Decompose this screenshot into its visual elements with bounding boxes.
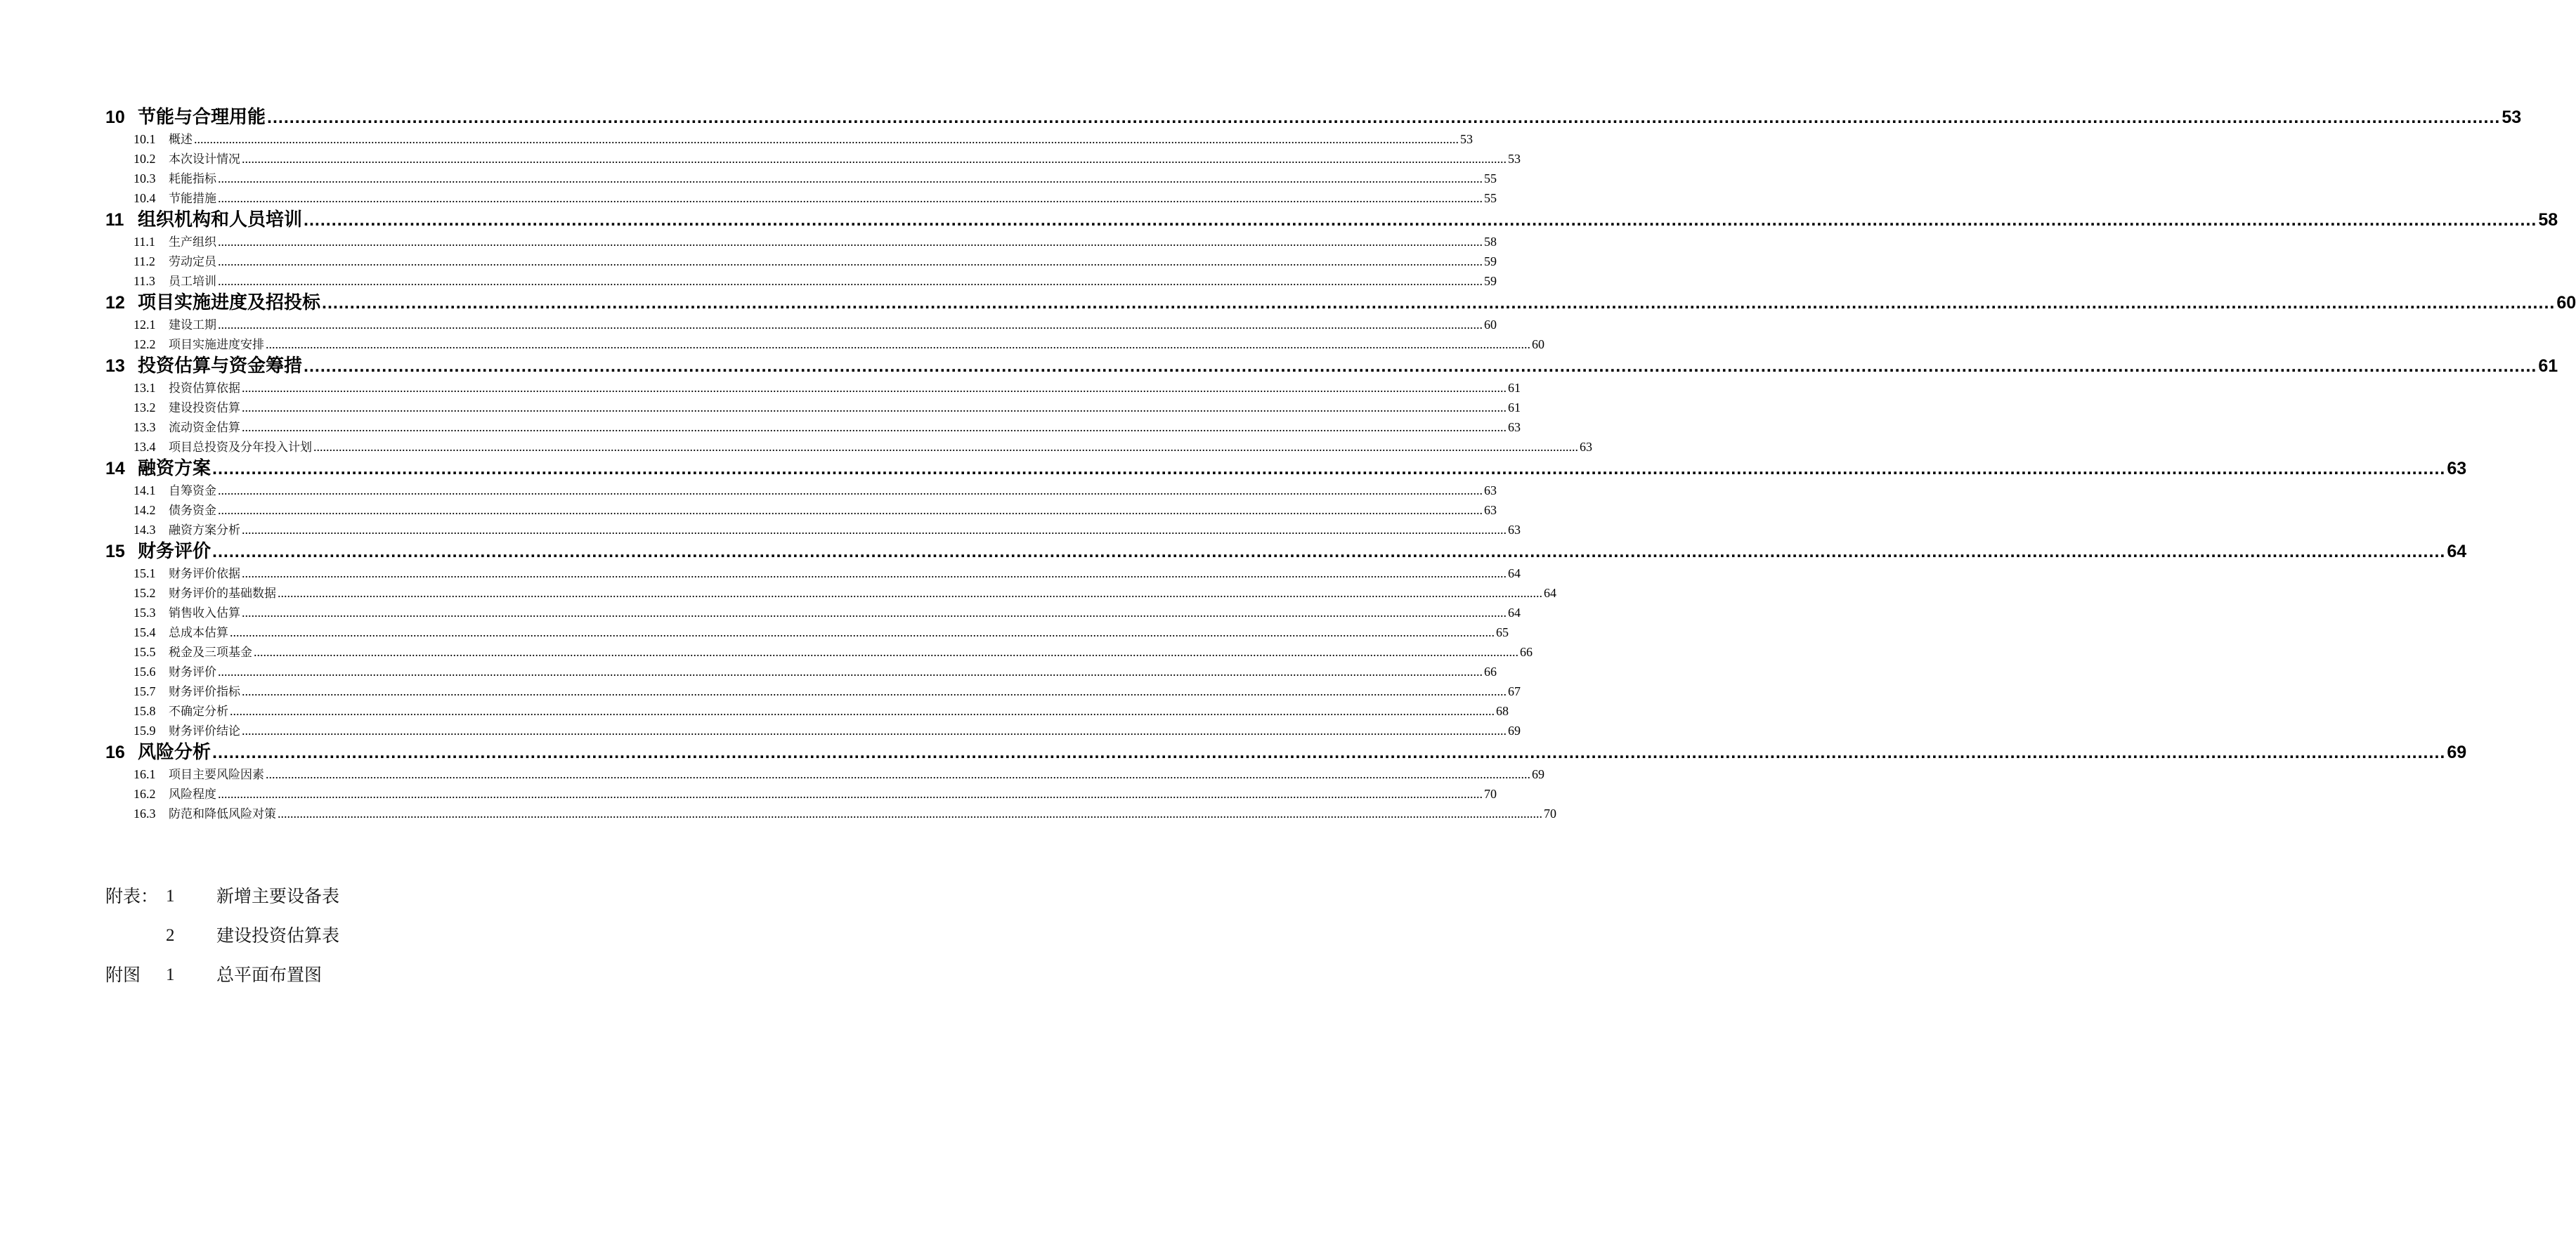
- toc-section-10-4[interactable]: [105, 188, 1497, 208]
- section-page-number: 65: [1496, 625, 1509, 639]
- dot-leader: ................................................................................................................................................................................................................................................................................................................................................................................................................: [242, 724, 1507, 738]
- section-title: 项目主要风险因素: [169, 768, 264, 782]
- section-title: 耗能指标: [169, 172, 216, 186]
- section-number: 14.2: [134, 503, 156, 517]
- section-page-number: 69: [1532, 767, 1544, 781]
- section-page-number: 67: [1508, 684, 1521, 698]
- section-number: 15.3: [134, 606, 156, 620]
- section-title: 项目实施进度安排: [169, 338, 264, 352]
- toc-section-11-1[interactable]: [105, 232, 1497, 252]
- toc-section-11-2[interactable]: [105, 252, 1497, 271]
- toc-section-13-1[interactable]: [105, 378, 1521, 398]
- toc-chapter-16[interactable]: [105, 741, 2467, 764]
- toc-section-15-5[interactable]: [105, 642, 1533, 662]
- appendix-title: 建设投资估算表: [216, 925, 340, 946]
- toc-section-10-3[interactable]: [105, 169, 1497, 188]
- section-number: 15.7: [134, 684, 156, 698]
- dot-leader: ................................................................................................................................................................................................................................................................................................................................................................................................................: [212, 542, 2446, 561]
- section-title: 概述: [169, 133, 193, 147]
- dot-leader: ................................................................................................................................................................................................................................................................................................................................................................................................................: [267, 107, 2501, 127]
- section-title: 风险程度: [169, 788, 216, 802]
- section-page-number: 60: [1484, 318, 1497, 332]
- section-title: 流动资金估算: [169, 421, 240, 435]
- toc-section-15-7[interactable]: [105, 681, 1521, 701]
- section-number: 16.1: [134, 767, 156, 781]
- section-title: 债务资金: [169, 504, 216, 518]
- section-title: 建设工期: [169, 318, 216, 332]
- section-number: 13.3: [134, 420, 156, 434]
- toc-section-15-6[interactable]: [105, 662, 1497, 681]
- section-number: 16.2: [134, 787, 156, 801]
- section-title: 财务评价依据: [169, 567, 240, 581]
- section-page-number: 69: [1508, 724, 1521, 738]
- section-number: 15.2: [134, 586, 156, 600]
- toc-chapter-11[interactable]: [105, 208, 2558, 232]
- section-number: 15.1: [134, 566, 156, 580]
- dot-leader: ................................................................................................................................................................................................................................................................................................................................................................................................................: [212, 459, 2446, 478]
- chapter-page-number: 60: [2556, 293, 2576, 313]
- toc-section-14-2[interactable]: [105, 500, 1497, 520]
- section-number: 14.3: [134, 523, 156, 537]
- appendix-number: 2: [166, 926, 175, 945]
- section-page-number: 55: [1484, 191, 1497, 205]
- toc-section-10-2[interactable]: [105, 149, 1521, 169]
- chapter-page-number: 63: [2447, 459, 2467, 478]
- dot-leader: ................................................................................................................................................................................................................................................................................................................................................................................................................: [304, 210, 2537, 230]
- section-number: 11.3: [134, 274, 155, 288]
- dot-leader: ................................................................................................................................................................................................................................................................................................................................................................................................................: [304, 356, 2537, 376]
- section-number: 10.4: [134, 191, 156, 205]
- toc-chapter-10[interactable]: [105, 105, 2522, 129]
- section-page-number: 59: [1484, 274, 1497, 288]
- dot-leader: ................................................................................................................................................................................................................................................................................................................................................................................................................: [218, 503, 1483, 517]
- section-number: 12.1: [134, 318, 156, 332]
- dot-leader: ................................................................................................................................................................................................................................................................................................................................................................................................................: [278, 586, 1542, 600]
- dot-leader: ................................................................................................................................................................................................................................................................................................................................................................................................................: [242, 523, 1507, 537]
- section-number: 15.8: [134, 704, 156, 718]
- section-page-number: 64: [1508, 566, 1521, 580]
- section-title: 自筹资金: [169, 484, 216, 498]
- section-number: 13.1: [134, 381, 156, 395]
- section-page-number: 64: [1544, 586, 1556, 600]
- appendix-title: 总平面布置图: [216, 965, 323, 985]
- section-title: 财务评价的基础数据: [169, 587, 276, 601]
- section-title: 财务评价: [169, 665, 216, 679]
- section-title: 税金及三项基金: [169, 646, 252, 660]
- section-title: 劳动定员: [169, 255, 216, 269]
- toc-section-16-2[interactable]: [105, 784, 1497, 804]
- section-title: 生产组织: [169, 235, 216, 249]
- dot-leader: ................................................................................................................................................................................................................................................................................................................................................................................................................: [218, 254, 1483, 268]
- table-of-contents: [105, 105, 2576, 823]
- chapter-title: 投资估算与资金筹措: [138, 355, 303, 377]
- chapter-number: 12: [105, 293, 125, 313]
- chapter-title: 节能与合理用能: [138, 107, 266, 128]
- section-page-number: 61: [1508, 381, 1521, 395]
- toc-section-15-9[interactable]: [105, 721, 1521, 741]
- dot-leader: ................................................................................................................................................................................................................................................................................................................................................................................................................: [218, 274, 1483, 288]
- section-page-number: 63: [1508, 420, 1521, 434]
- section-title: 不确定分析: [169, 705, 228, 719]
- section-number: 13.2: [134, 400, 156, 415]
- appendix-title: 新增主要设备表: [216, 886, 340, 906]
- section-page-number: 58: [1484, 235, 1497, 249]
- section-page-number: 63: [1484, 503, 1497, 517]
- chapter-number: 11: [105, 210, 124, 230]
- appendix-label: 附图: [105, 965, 141, 985]
- toc-section-15-2[interactable]: [105, 583, 1556, 603]
- chapter-number: 13: [105, 356, 125, 376]
- section-number: 12.2: [134, 337, 156, 351]
- appendix-number: 1: [166, 965, 175, 984]
- dot-leader: ................................................................................................................................................................................................................................................................................................................................................................................................................: [322, 293, 2556, 313]
- dot-leader: ................................................................................................................................................................................................................................................................................................................................................................................................................: [242, 381, 1507, 395]
- dot-leader: ................................................................................................................................................................................................................................................................................................................................................................................................................: [230, 625, 1495, 639]
- chapter-title: 风险分析: [138, 742, 212, 763]
- chapter-title: 融资方案: [138, 458, 212, 479]
- section-number: 15.6: [134, 665, 156, 679]
- dot-leader: ................................................................................................................................................................................................................................................................................................................................................................................................................: [218, 235, 1483, 249]
- dot-leader: ................................................................................................................................................................................................................................................................................................................................................................................................................: [242, 566, 1507, 580]
- section-number: 15.9: [134, 724, 156, 738]
- toc-chapter-13[interactable]: [105, 354, 2558, 378]
- dot-leader: ................................................................................................................................................................................................................................................................................................................................................................................................................: [218, 191, 1483, 205]
- section-page-number: 63: [1484, 483, 1497, 497]
- toc-chapter-14[interactable]: [105, 457, 2467, 481]
- toc-section-15-1[interactable]: [105, 563, 1521, 583]
- dot-leader: ................................................................................................................................................................................................................................................................................................................................................................................................................: [218, 665, 1483, 679]
- chapter-number: 16: [105, 743, 125, 762]
- chapter-page-number: 53: [2502, 107, 2522, 127]
- section-number: 15.5: [134, 645, 156, 659]
- dot-leader: ................................................................................................................................................................................................................................................................................................................................................................................................................: [254, 645, 1518, 659]
- appendix-label: 附表：: [105, 886, 159, 906]
- dot-leader: ................................................................................................................................................................................................................................................................................................................................................................................................................: [266, 767, 1530, 781]
- section-title: 建设投资估算: [169, 401, 240, 415]
- chapter-page-number: 58: [2538, 210, 2558, 230]
- section-title: 财务评价结论: [169, 724, 240, 738]
- dot-leader: ................................................................................................................................................................................................................................................................................................................................................................................................................: [218, 171, 1483, 185]
- dot-leader: ................................................................................................................................................................................................................................................................................................................................................................................................................: [278, 807, 1542, 821]
- chapter-number: 14: [105, 459, 125, 478]
- dot-leader: ................................................................................................................................................................................................................................................................................................................................................................................................................: [242, 400, 1507, 415]
- toc-section-12-1[interactable]: [105, 315, 1497, 334]
- appendix-number: 1: [166, 887, 175, 906]
- section-title: 销售收入估算: [169, 606, 240, 620]
- toc-section-12-2[interactable]: [105, 334, 1544, 354]
- dot-leader: ................................................................................................................................................................................................................................................................................................................................................................................................................: [266, 337, 1530, 351]
- toc-section-10-1[interactable]: [105, 129, 1473, 149]
- section-page-number: 66: [1520, 645, 1533, 659]
- section-page-number: 61: [1508, 400, 1521, 415]
- chapter-title: 财务评价: [138, 541, 212, 562]
- chapter-page-number: 61: [2538, 356, 2558, 376]
- dot-leader: ................................................................................................................................................................................................................................................................................................................................................................................................................: [242, 684, 1507, 698]
- toc-section-11-3[interactable]: [105, 271, 1497, 291]
- section-page-number: 53: [1460, 132, 1473, 146]
- section-number: 11.2: [134, 254, 155, 268]
- section-number: 10.1: [134, 132, 156, 146]
- section-page-number: 63: [1508, 523, 1521, 537]
- section-title: 本次设计情况: [169, 152, 240, 167]
- chapter-number: 10: [105, 107, 125, 127]
- section-page-number: 59: [1484, 254, 1497, 268]
- section-page-number: 64: [1508, 606, 1521, 620]
- chapter-page-number: 69: [2447, 743, 2467, 762]
- toc-section-16-3[interactable]: [105, 804, 1556, 823]
- toc-section-13-2[interactable]: [105, 398, 1521, 417]
- section-page-number: 63: [1580, 440, 1592, 454]
- section-number: 13.4: [134, 440, 156, 454]
- toc-section-13-4[interactable]: [105, 437, 1592, 457]
- section-page-number: 60: [1532, 337, 1544, 351]
- toc-section-15-4[interactable]: [105, 622, 1509, 642]
- section-page-number: 66: [1484, 665, 1497, 679]
- section-title: 投资估算依据: [169, 381, 240, 396]
- toc-chapter-12[interactable]: [105, 291, 2576, 315]
- chapter-title: 项目实施进度及招投标: [138, 292, 321, 313]
- toc-section-14-1[interactable]: [105, 481, 1497, 500]
- toc-section-14-3[interactable]: [105, 520, 1521, 540]
- dot-leader: ................................................................................................................................................................................................................................................................................................................................................................................................................: [242, 606, 1507, 620]
- section-page-number: 70: [1544, 807, 1556, 821]
- section-number: 10.3: [134, 171, 156, 185]
- toc-section-15-3[interactable]: [105, 603, 1521, 622]
- chapter-number: 15: [105, 542, 125, 561]
- chapter-page-number: 64: [2447, 542, 2467, 561]
- section-page-number: 53: [1508, 152, 1521, 166]
- section-title: 总成本估算: [169, 626, 228, 640]
- section-title: 财务评价指标: [169, 685, 240, 699]
- section-title: 项目总投资及分年投入计划: [169, 441, 312, 455]
- dot-leader: ................................................................................................................................................................................................................................................................................................................................................................................................................: [242, 420, 1507, 434]
- dot-leader: ................................................................................................................................................................................................................................................................................................................................................................................................................: [212, 743, 2446, 762]
- section-title: 防范和降低风险对策: [169, 807, 276, 821]
- toc-section-15-8[interactable]: [105, 701, 1509, 721]
- dot-leader: ................................................................................................................................................................................................................................................................................................................................................................................................................: [242, 152, 1507, 166]
- toc-chapter-15[interactable]: [105, 540, 2467, 563]
- dot-leader: ................................................................................................................................................................................................................................................................................................................................................................................................................: [230, 704, 1495, 718]
- section-page-number: 68: [1496, 704, 1509, 718]
- toc-section-13-3[interactable]: [105, 417, 1521, 437]
- section-title: 融资方案分析: [169, 523, 240, 537]
- section-number: 11.1: [134, 235, 155, 249]
- section-title: 员工培训: [169, 275, 216, 289]
- section-number: 15.4: [134, 625, 156, 639]
- section-number: 16.3: [134, 807, 156, 821]
- dot-leader: ................................................................................................................................................................................................................................................................................................................................................................................................................: [313, 440, 1578, 454]
- dot-leader: ................................................................................................................................................................................................................................................................................................................................................................................................................: [218, 483, 1483, 497]
- section-title: 节能措施: [169, 192, 216, 206]
- section-page-number: 55: [1484, 171, 1497, 185]
- toc-section-16-1[interactable]: [105, 764, 1544, 784]
- section-number: 14.1: [134, 483, 156, 497]
- section-page-number: 70: [1484, 787, 1497, 801]
- chapter-title: 组织机构和人员培训: [138, 209, 303, 230]
- dot-leader: ................................................................................................................................................................................................................................................................................................................................................................................................................: [218, 787, 1483, 801]
- dot-leader: ................................................................................................................................................................................................................................................................................................................................................................................................................: [218, 318, 1483, 332]
- dot-leader: ................................................................................................................................................................................................................................................................................................................................................................................................................: [194, 132, 1459, 146]
- section-number: 10.2: [134, 152, 156, 166]
